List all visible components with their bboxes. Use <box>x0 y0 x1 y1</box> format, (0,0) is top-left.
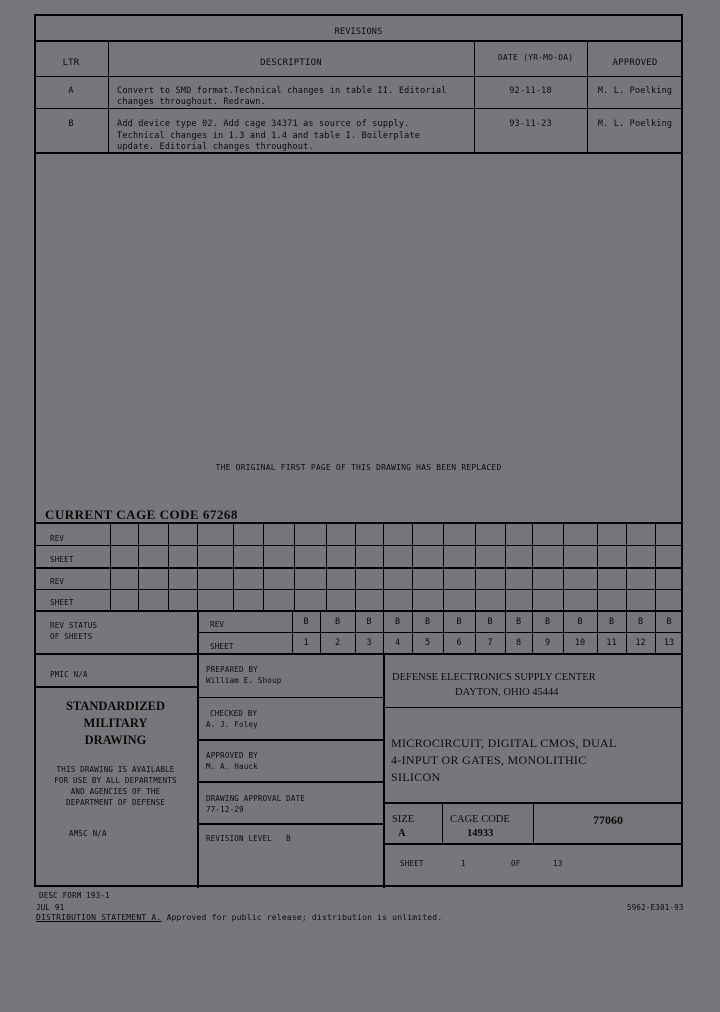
grid-label-sheet: SHEET <box>50 598 74 607</box>
divider <box>34 108 683 109</box>
rev-approved: M. L. Poelking <box>597 119 673 129</box>
rev-status-rev-cell: B <box>487 616 493 627</box>
rev-date: 93-11-23 <box>509 119 552 129</box>
rev-status-sheet-cell: 6 <box>456 638 462 648</box>
header-date: DATE (YR-MO-DA) <box>498 53 574 62</box>
checked-by: CHECKED BY A. J. Foley <box>206 709 258 729</box>
grid-label-rev: REV <box>50 577 65 586</box>
pmic: PMIC N/A <box>50 670 88 679</box>
total-sheets: 13 <box>553 859 563 868</box>
rev-status-rev-cell: B <box>515 616 522 627</box>
header-approved: APPROVED <box>612 58 658 68</box>
divider <box>34 76 683 77</box>
rev-status-rev-cell: B <box>394 616 401 627</box>
rev-status-rev-cell: B <box>666 616 672 627</box>
rev-ltr: B <box>68 119 74 129</box>
header-ltr: LTR <box>62 58 80 68</box>
rev-status-sheet-cell: 2 <box>334 638 341 648</box>
rev-status-sheet-label: SHEET <box>210 642 234 651</box>
revision-level: REVISION LEVEL B <box>206 834 291 843</box>
revisions-title: REVISIONS <box>334 27 383 37</box>
rev-approved: M. L. Poelking <box>597 86 673 96</box>
agency: DEFENSE ELECTRONICS SUPPLY CENTER DAYTON, OHIO 45444 <box>392 672 596 698</box>
rev-status-sheet-cell: 3 <box>366 638 372 648</box>
smd-title: STANDARDIZED MILITARY DRAWING <box>65 699 166 747</box>
rev-status-sheet-cell: 9 <box>544 638 551 648</box>
drawing-description: MICROCIRCUIT, DIGITAL CMOS, DUAL 4-INPUT OR GATES, MONOLITHIC SILICON <box>391 736 617 784</box>
rev-status-sheet-cell: 11 <box>606 638 617 648</box>
rev-status-label: REV STATUS OF SHEETS <box>50 621 98 641</box>
rev-description: Convert to SMD format.Technical changes in table II. Editorial changes throughout. Redrawn. <box>117 86 447 107</box>
form-date: JUL 91 <box>36 903 65 912</box>
availability-note: THIS DRAWING IS AVAILABLE FOR USE BY ALL DEPARTMENTS AND AGENCIES OF THE DEPARTMENT OF DEFENSE <box>54 765 177 807</box>
divider <box>108 40 109 152</box>
document-number: 5962-E301-93 <box>627 903 684 912</box>
divider <box>474 40 475 152</box>
rev-status-rev-label: REV <box>210 620 225 629</box>
prepared-by: PREPARED BY William E. Shoup <box>206 665 282 685</box>
rev-status-rev-cell: B <box>577 616 583 627</box>
rev-status-sheet-cell: 7 <box>487 638 493 648</box>
rev-description: Add device type 02. Add cage 34371 as source of supply. Technical changes in 1.3 and 1.4 and table I. Boilerplate update. Editorial changes throughout. <box>117 119 421 152</box>
size: SIZE A <box>392 814 415 839</box>
divider <box>34 40 683 42</box>
rev-status-rev-cell: B <box>424 616 431 627</box>
of-label: OF <box>511 859 521 868</box>
drawing-approval-date: DRAWING APPROVAL DATE 77-12-29 <box>206 794 306 814</box>
sheet-label: SHEET <box>400 859 424 868</box>
current-cage-code: CURRENT CAGE CODE 67268 <box>45 507 238 522</box>
rev-status-rev-cell: B <box>544 616 551 627</box>
drawing-number: 77060 <box>593 813 623 827</box>
rev-status-rev-cell: B <box>366 616 372 627</box>
header-description: DESCRIPTION <box>260 58 322 68</box>
replaced-notice: THE ORIGINAL FIRST PAGE OF THIS DRAWING HAS BEEN REPLACED <box>215 463 502 472</box>
amsc: AMSC N/A <box>69 829 107 838</box>
approved-by: APPROVED BY M. A. Hauck <box>206 751 258 771</box>
distribution-statement: DISTRIBUTION STATEMENT A. Approved for public release; distribution is unlimited. <box>36 913 443 922</box>
rev-status-sheet-cell: 12 <box>635 638 646 648</box>
rev-status-rev-cell: B <box>303 616 309 627</box>
form-number: DESC FORM 193-1 <box>39 891 110 900</box>
rev-status-sheet-cell: 13 <box>663 638 675 648</box>
rev-status-sheet-cell: 5 <box>424 638 431 648</box>
rev-status-sheet-cell: 10 <box>574 638 586 648</box>
rev-status-rev-cell: B <box>334 616 341 627</box>
rev-ltr: A <box>68 86 74 96</box>
grid-label-rev: REV <box>50 534 65 543</box>
rev-status-sheet-cell: 8 <box>515 638 522 648</box>
rev-status-sheet-cell: 1 <box>303 638 309 648</box>
rev-status-rev-cell: B <box>608 616 615 627</box>
divider <box>587 40 588 152</box>
rev-date: 92-11-18 <box>509 86 552 96</box>
rev-status-rev-cell: B <box>456 616 462 627</box>
cage-code: CAGE CODE 14933 <box>450 814 510 839</box>
rev-status-rev-cell: B <box>637 616 644 627</box>
grid-label-sheet: SHEET <box>50 555 74 564</box>
rev-status-sheet-cell: 4 <box>394 638 401 648</box>
sheet-number: 1 <box>461 859 466 868</box>
